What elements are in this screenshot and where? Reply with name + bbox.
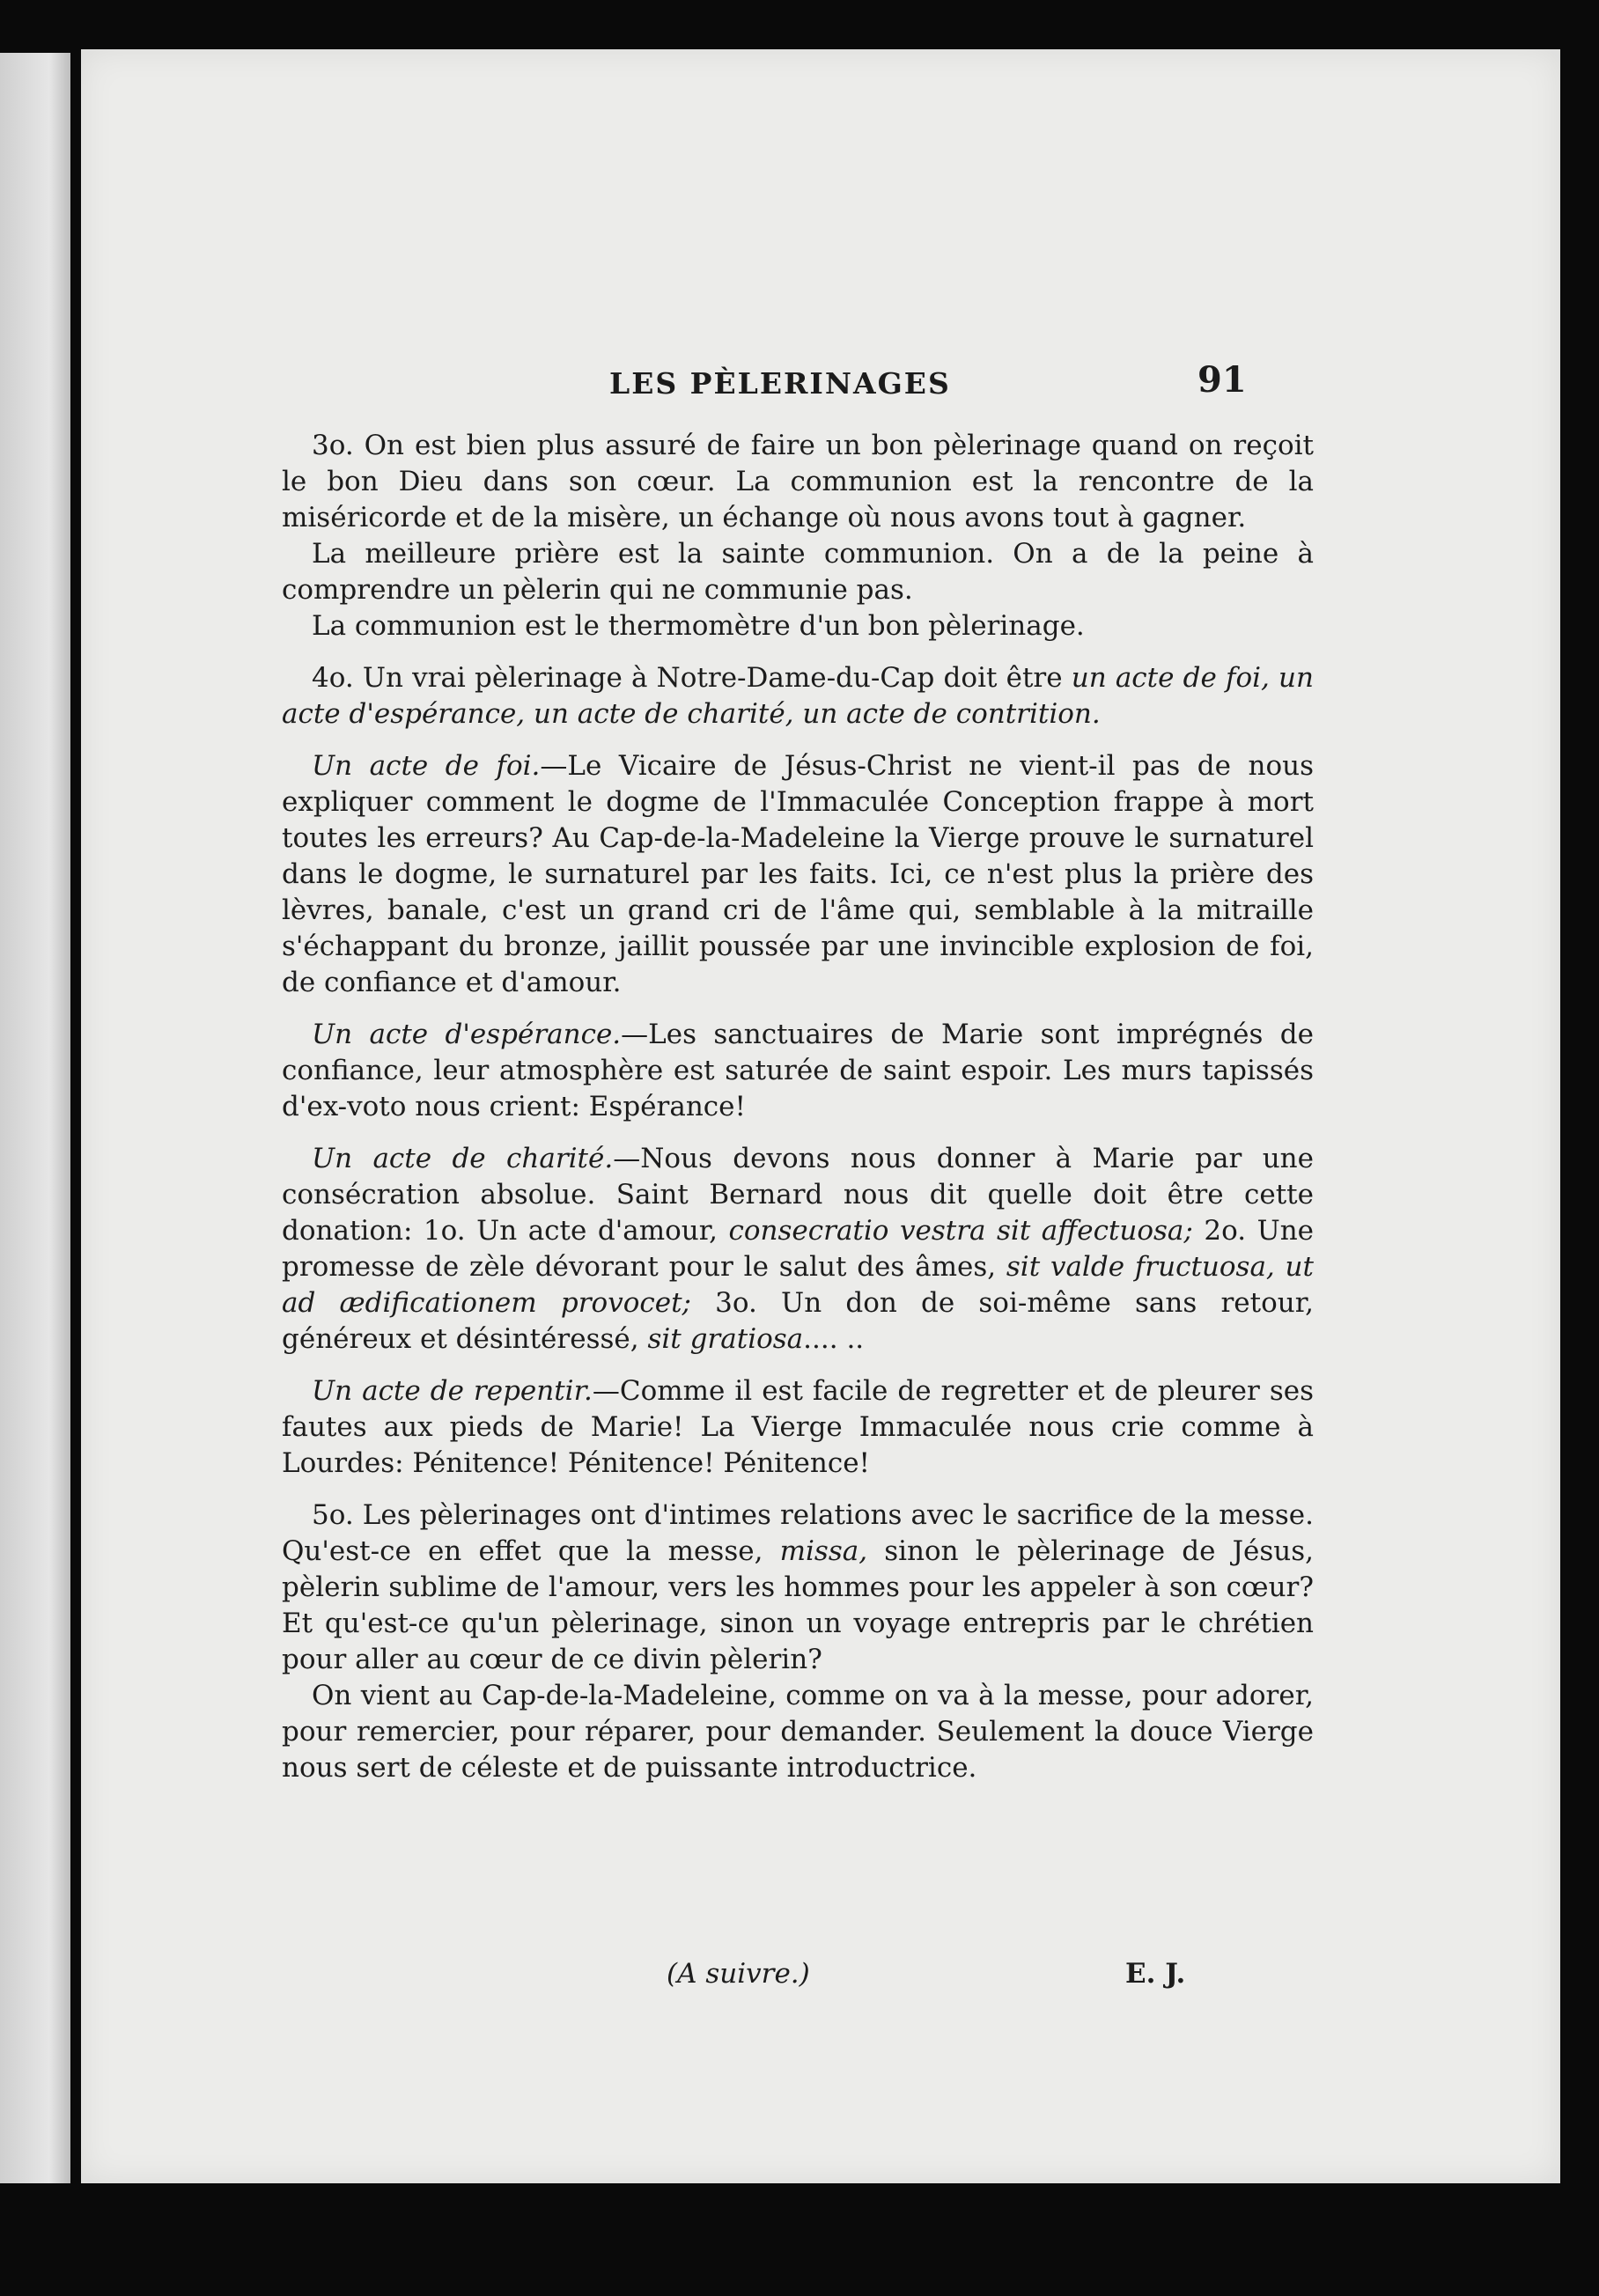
paragraph-8: Un acte de repentir.—Comme il est facile de regretter et de pleurer ses fautes aux pieds de Marie! La Vierge Immaculée nous crie comme à Lourdes: Pénitence! Pénitence! Pénitence! (282, 1375, 1314, 1479)
paragraph-10: On vient au Cap-de-la-Madeleine, comme on va à la messe, pour adorer, pour remercier, pour réparer, pour demander. Seulement la douce Vierge nous sert de céleste et de puissante introductrice. (282, 1680, 1314, 1784)
paragraph-7: Un acte de charité.—Nous devons nous donner à Marie par une consécration absolue. Saint Bernard nous dit quelle doit être cette donation: 1o. Un acte d'amour, consecratio vestra sit affectuosa; 2o. Une promesse de zèle dévorant pour le salut des âmes, sit valde fructuosa, ut ad ædificationem provocet; 3o. Un don de soi-même sans retour, généreux et désintéressé, sit gratiosa.... .. (282, 1143, 1315, 1355)
author-initials: E. J. (1125, 1958, 1186, 1990)
page-footer (81, 1958, 1560, 2002)
page-number: 91 (1197, 359, 1247, 401)
paragraph-9: 5o. Les pèlerinages ont d'intimes relations avec le sacrifice de la messe. Qu'est-ce en effet que la messe, missa, sinon le pèlerinage de Jésus, pèlerin sublime de l'amour, vers les hommes pour les appeler à son cœur? Et qu'est-ce qu'un pèlerinage, sinon un voyage entrepris par le chrétien pour aller au cœur de ce divin pèlerin? (282, 1499, 1314, 1675)
continuation-note: (A suivre.) (667, 1958, 810, 1990)
adjacent-page-edge (0, 53, 70, 2183)
paragraph-1: 3o. On est bien plus assuré de faire un bon pèlerinage quand on reçoit le bon Dieu dans son cœur. La communion est la rencontre de la miséricorde et de la misère, un échange où nous avons tout à gagner. (282, 430, 1314, 534)
running-title: LES PÈLERINAGES (609, 366, 951, 401)
book-page (81, 49, 1560, 2183)
page-header (81, 357, 1560, 419)
paragraph-3: La communion est le thermomètre d'un bon pèlerinage. (312, 610, 1085, 642)
paragraph-2: La meilleure prière est la sainte communion. On a de la peine à comprendre un pèlerin qui ne communie pas. (282, 538, 1314, 606)
paragraph-4: 4o. Un vrai pèlerinage à Notre-Dame-du-Cap doit être un acte de foi, un acte d'espérance, un acte de charité, un acte de contrition. (282, 662, 1314, 730)
paragraph-6: Un acte d'espérance.—Les sanctuaires de Marie sont imprégnés de confiance, leur atmosphère est saturée de saint espoir. Les murs tapissés d'ex-voto nous crient: Espérance! (282, 1019, 1314, 1122)
body-text (282, 428, 1314, 1786)
paragraph-5: Un acte de foi.—Le Vicaire de Jésus-Christ ne vient-il pas de nous expliquer comment le dogme de l'Immaculée Conception frappe à mort toutes les erreurs? Au Cap-de-la-Madeleine la Vierge prouve le surnaturel dans le dogme, le surnaturel par les faits. Ici, ce n'est plus la prière des lèvres, banale, c'est un grand cri de l'âme qui, semblable à la mitraille s'échappant du bronze, jaillit poussée par une invincible explosion de foi, de confiance et d'amour. (282, 750, 1314, 998)
